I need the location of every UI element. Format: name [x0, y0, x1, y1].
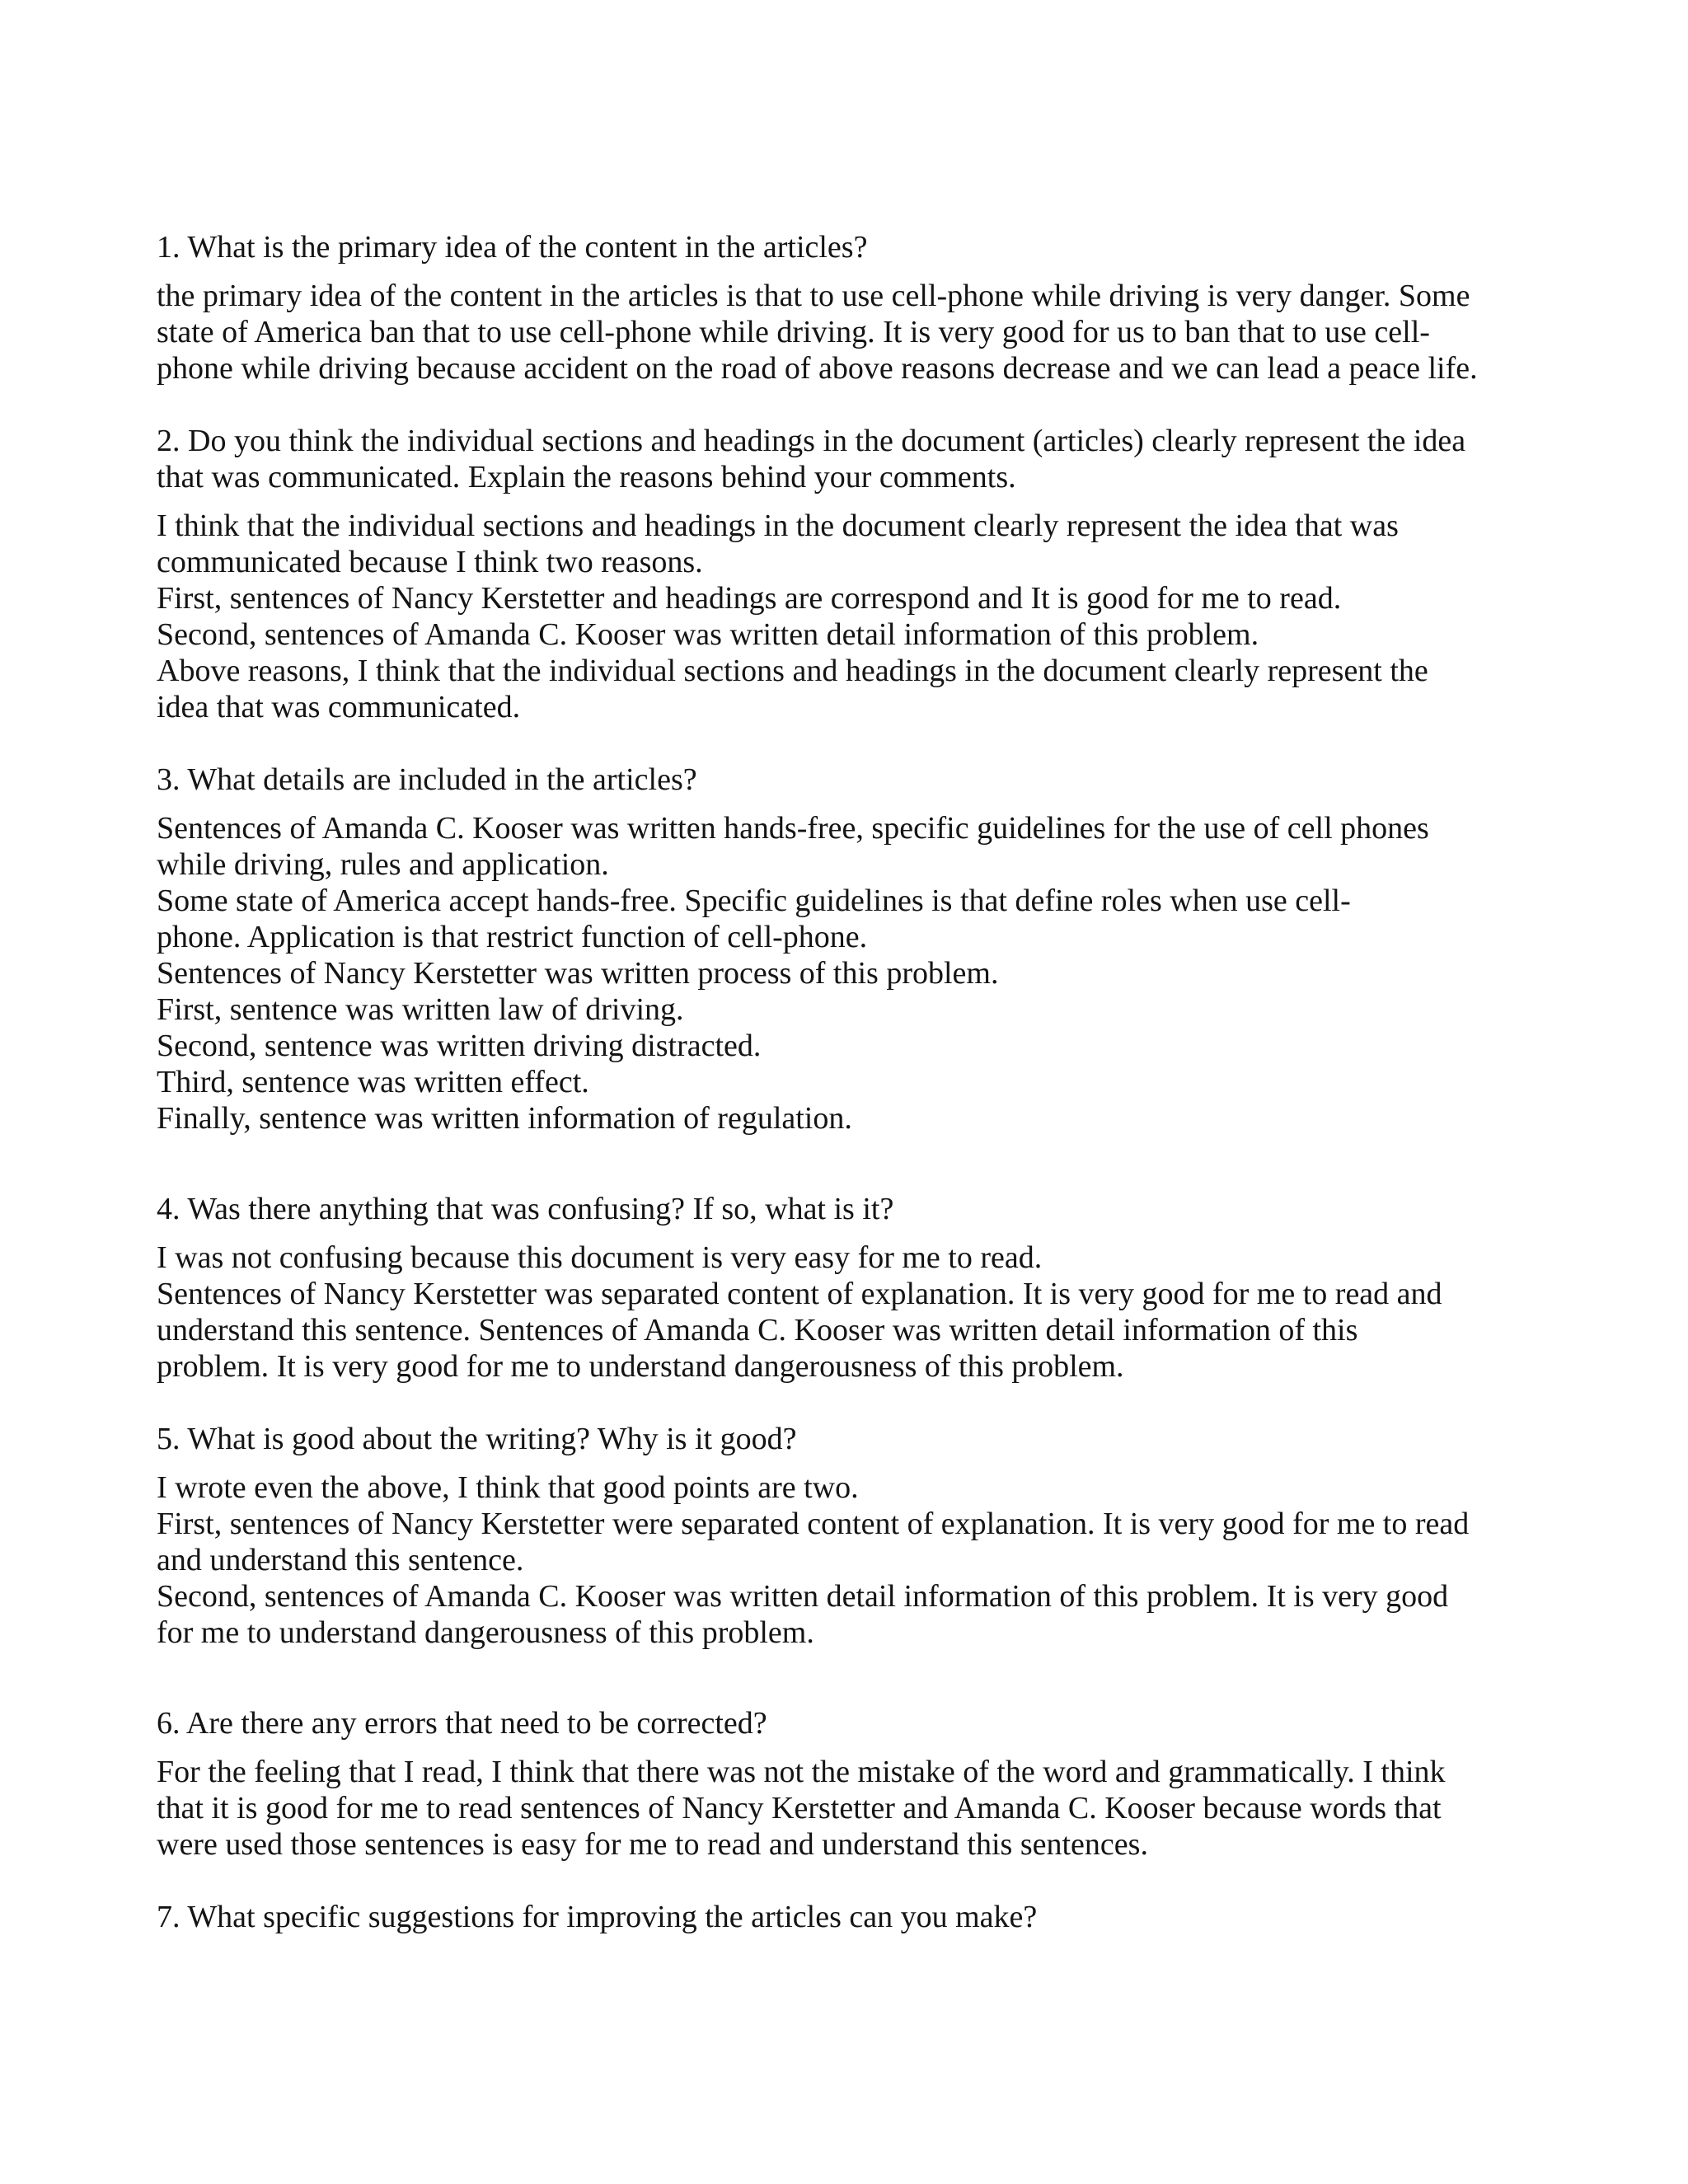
qa-section-6	[157, 1705, 1541, 1863]
question-4: 4. Was there anything that was confusing? If so, what is it?	[157, 1192, 894, 1226]
question-1: 1. What is the primary idea of the content in the articles?	[157, 230, 868, 265]
qa-section-2	[157, 423, 1541, 725]
answer-2: I think that the individual sections and headings in the document clearly represent the idea that was communicated because I think two reasons. First, sentences of Nancy Kerstetter and headings are correspond and It is good for me to read. Second, sentences of Amanda C. Kooser was written detail information of this problem. Above reasons, I think that the individual sections and headings in the document clearly represent the idea that was communicated.	[157, 509, 1428, 724]
qa-section-3	[157, 762, 1541, 1137]
answer-3: Sentences of Amanda C. Kooser was written hands-free, specific guidelines for the use of cell phones while driving, rules and application. Some state of America accept hands-free. Specific guidelines is that define roles when use cell- phone. Application is that restrict function of cell-phone. Sentences of Nancy Kerstetter was written process of this problem. First, sentence was written law of driving. Second, sentence was written driving distracted. Third, sentence was written effect. Finally, sentence was written information of regulation.	[157, 811, 1429, 1136]
qa-section-7	[157, 1899, 1541, 1935]
question-6: 6. Are there any errors that need to be corrected?	[157, 1706, 767, 1741]
answer-5: I wrote even the above, I think that good points are two. First, sentences of Nancy Kerstetter were separated content of explanation. It is very good for me to read and understand this sentence. Second, sentences of Amanda C. Kooser was written detail information of this problem. It is very good for me to understand dangerousness of this problem.	[157, 1470, 1470, 1650]
question-7: 7. What specific suggestions for improving the articles can you make?	[157, 1900, 1038, 1934]
answer-6: For the feeling that I read, I think that there was not the mistake of the word and grammatically. I think that it is good for me to read sentences of Nancy Kerstetter and Amanda C. Kooser because words that were used those sentences is easy for me to read and understand this sentences.	[157, 1755, 1446, 1862]
question-5: 5. What is good about the writing? Why is it good?	[157, 1422, 797, 1456]
answer-1: the primary idea of the content in the articles is that to use cell-phone while driving is very danger. Some state of America ban that to use cell-phone while driving. It is very good for us to ban that to use cell- phone while driving because accident on the road of above reasons decrease and we can lead a peace life.	[157, 279, 1478, 386]
qa-section-1	[157, 229, 1541, 387]
question-2: 2. Do you think the individual sections and headings in the document (articles) clearly represent the idea that was communicated. Explain the reasons behind your comments.	[157, 424, 1466, 494]
answer-4: I was not confusing because this document is very easy for me to read. Sentences of Nancy Kerstetter was separated content of explanation. It is very good for me to read and understand this sentence. Sentences of Amanda C. Kooser was written detail information of this problem. It is very good for me to understand dangerousness of this problem.	[157, 1240, 1442, 1384]
qa-section-4	[157, 1191, 1541, 1385]
question-3: 3. What details are included in the articles?	[157, 762, 697, 797]
document-content	[157, 229, 1541, 1947]
qa-section-5	[157, 1421, 1541, 1651]
